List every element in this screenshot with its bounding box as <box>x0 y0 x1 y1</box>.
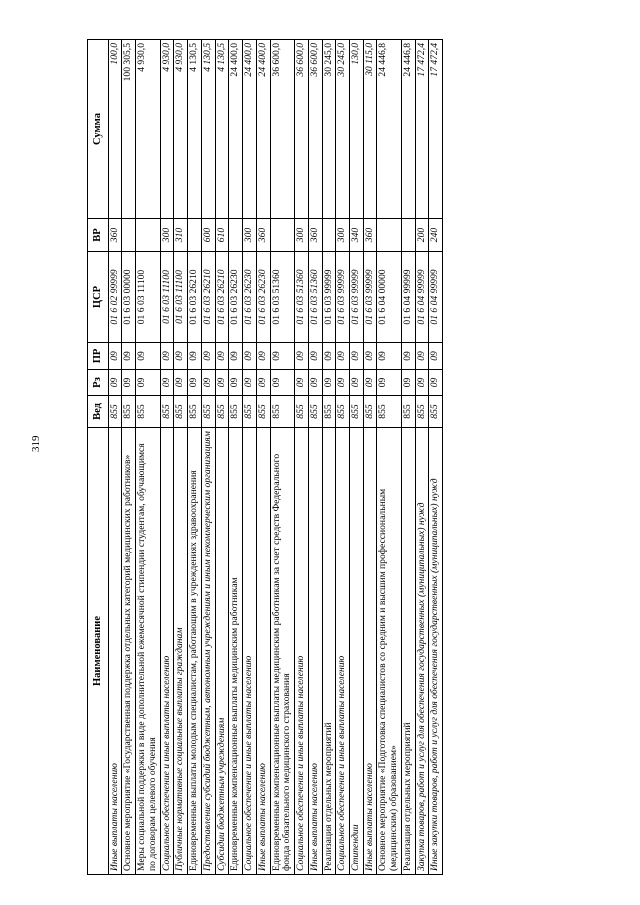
cell-rz: 09 <box>363 370 377 396</box>
cell-ved: 855 <box>188 396 202 428</box>
cell-rz: 09 <box>243 370 257 396</box>
cell-vr <box>136 219 160 252</box>
cell-sum: 130,0 <box>349 40 363 219</box>
cell-csr: 01 6 03 51360 <box>295 252 309 343</box>
header-csr: ЦСР <box>88 252 109 343</box>
cell-csr: 01 6 03 99999 <box>363 252 377 343</box>
cell-rz: 09 <box>188 370 202 396</box>
cell-vr <box>122 219 136 252</box>
cell-pr: 09 <box>308 343 322 370</box>
cell-name: Субсидии бюджетным учреждениям <box>215 428 229 875</box>
cell-ved: 855 <box>108 396 122 428</box>
cell-pr: 09 <box>270 343 294 370</box>
cell-name: Иные выплаты населению <box>308 428 322 875</box>
cell-csr: 01 6 03 99999 <box>349 252 363 343</box>
cell-ved: 855 <box>401 396 415 428</box>
cell-pr: 09 <box>256 343 270 370</box>
cell-rz: 09 <box>174 370 188 396</box>
cell-rz: 09 <box>229 370 243 396</box>
cell-vr: 340 <box>349 219 363 252</box>
cell-name: Предоставление субсидий бюджетным, автономным учреждениям и иным некоммерческим организациям <box>201 428 215 875</box>
cell-vr: 300 <box>295 219 309 252</box>
cell-name: Основное мероприятие «Государственная поддержка отдельных категорий медицинских работников» <box>122 428 136 875</box>
cell-rz: 09 <box>136 370 160 396</box>
cell-csr: 01 6 03 99999 <box>336 252 350 343</box>
cell-csr: 01 6 03 26230 <box>256 252 270 343</box>
cell-rz: 09 <box>160 370 174 396</box>
header-vr: ВР <box>88 219 109 252</box>
table-row <box>160 40 174 875</box>
cell-name: Единовременные компенсационные выплаты медицинским работникам за счет средств Федерального фонда обязательного медицинского страхования <box>270 428 294 875</box>
cell-ved: 855 <box>256 396 270 428</box>
cell-csr: 01 6 03 26210 <box>215 252 229 343</box>
table-row <box>295 40 309 875</box>
cell-ved: 855 <box>270 396 294 428</box>
cell-ved: 855 <box>363 396 377 428</box>
cell-vr <box>322 219 336 252</box>
cell-csr: 01 6 04 99999 <box>415 252 429 343</box>
cell-csr: 01 6 03 26230 <box>243 252 257 343</box>
cell-pr: 09 <box>336 343 350 370</box>
cell-rz: 09 <box>429 370 443 396</box>
table-row <box>401 40 415 875</box>
cell-name: Публичные нормативные социальные выплаты гражданам <box>174 428 188 875</box>
cell-name: Меры социальной поддержки в виде дополнительной ежемесячной стипендии студентам, обучающимся по договорам целевого обучения <box>136 428 160 875</box>
cell-pr: 09 <box>160 343 174 370</box>
cell-rz: 09 <box>256 370 270 396</box>
cell-ved: 855 <box>160 396 174 428</box>
header-ved: Вед <box>88 396 109 428</box>
table-row <box>201 40 215 875</box>
table-row <box>188 40 202 875</box>
cell-sum: 17 472,4 <box>415 40 429 219</box>
cell-ved: 855 <box>349 396 363 428</box>
cell-csr: 01 6 03 26210 <box>201 252 215 343</box>
cell-csr: 01 6 04 00000 <box>377 252 401 343</box>
cell-name: Социальное обеспечение и иные выплаты населению <box>295 428 309 875</box>
cell-sum: 24 400,0 <box>229 40 243 219</box>
cell-ved: 855 <box>415 396 429 428</box>
table-row <box>322 40 336 875</box>
cell-name: Стипендии <box>349 428 363 875</box>
cell-rz: 09 <box>308 370 322 396</box>
cell-vr: 200 <box>415 219 429 252</box>
rotated-table-container <box>87 40 555 875</box>
cell-name: Основное мероприятие «Подготовка специалистов со средним и высшим профессиональным (медицинским) образованием» <box>377 428 401 875</box>
table-row <box>256 40 270 875</box>
cell-pr: 09 <box>401 343 415 370</box>
table-row <box>415 40 429 875</box>
header-pr: ПР <box>88 343 109 370</box>
cell-csr: 01 6 03 99999 <box>322 252 336 343</box>
cell-pr: 09 <box>229 343 243 370</box>
page-number: 319 <box>30 435 42 452</box>
cell-sum: 36 600,0 <box>295 40 309 219</box>
cell-sum: 36 600,0 <box>308 40 322 219</box>
cell-vr <box>377 219 401 252</box>
cell-name: Единовременные выплаты молодым специалистам, работающим в учреждениях здравоохранения <box>188 428 202 875</box>
cell-vr: 240 <box>429 219 443 252</box>
cell-rz: 09 <box>349 370 363 396</box>
cell-csr: 01 6 04 99999 <box>401 252 415 343</box>
cell-csr: 01 6 02 99999 <box>108 252 122 343</box>
cell-ved: 855 <box>429 396 443 428</box>
cell-csr: 01 6 03 11100 <box>160 252 174 343</box>
cell-rz: 09 <box>322 370 336 396</box>
cell-sum: 30 245,0 <box>322 40 336 219</box>
cell-vr: 360 <box>256 219 270 252</box>
cell-pr: 09 <box>136 343 160 370</box>
cell-ved: 855 <box>308 396 322 428</box>
cell-name: Иные закупки товаров, работ и услуг для обеспечения государственных (муниципальных) нужд <box>429 428 443 875</box>
cell-rz: 09 <box>377 370 401 396</box>
cell-vr: 300 <box>160 219 174 252</box>
cell-pr: 09 <box>174 343 188 370</box>
cell-name: Реализация отдельных мероприятий <box>401 428 415 875</box>
cell-rz: 09 <box>108 370 122 396</box>
cell-ved: 855 <box>322 396 336 428</box>
cell-csr: 01 6 03 11100 <box>174 252 188 343</box>
cell-sum: 4 930,0 <box>160 40 174 219</box>
cell-pr: 09 <box>377 343 401 370</box>
cell-vr: 610 <box>215 219 229 252</box>
cell-sum: 24 400,0 <box>243 40 257 219</box>
cell-csr: 01 6 03 00000 <box>122 252 136 343</box>
cell-rz: 09 <box>336 370 350 396</box>
budget-table <box>87 39 443 875</box>
cell-sum: 4 930,0 <box>174 40 188 219</box>
cell-name: Реализация отдельных мероприятий <box>322 428 336 875</box>
cell-sum: 4 130,5 <box>201 40 215 219</box>
cell-pr: 09 <box>215 343 229 370</box>
cell-sum: 17 472,4 <box>429 40 443 219</box>
cell-name: Иные выплаты населению <box>108 428 122 875</box>
cell-sum: 30 245,0 <box>336 40 350 219</box>
cell-ved: 855 <box>201 396 215 428</box>
cell-sum: 30 115,0 <box>363 40 377 219</box>
table-row <box>122 40 136 875</box>
cell-name: Единовременные компенсационные выплаты медицинским работникам <box>229 428 243 875</box>
table-row <box>174 40 188 875</box>
cell-ved: 855 <box>295 396 309 428</box>
cell-pr: 09 <box>201 343 215 370</box>
cell-rz: 09 <box>401 370 415 396</box>
cell-name: Социальное обеспечение и иные выплаты населению <box>243 428 257 875</box>
cell-vr <box>270 219 294 252</box>
cell-csr: 01 6 03 51360 <box>308 252 322 343</box>
cell-vr: 360 <box>108 219 122 252</box>
table-row <box>429 40 443 875</box>
cell-pr: 09 <box>243 343 257 370</box>
cell-csr: 01 6 03 26210 <box>188 252 202 343</box>
cell-pr: 09 <box>188 343 202 370</box>
table-row <box>377 40 401 875</box>
cell-rz: 09 <box>295 370 309 396</box>
cell-vr <box>188 219 202 252</box>
cell-sum: 4 930,0 <box>136 40 160 219</box>
cell-pr: 09 <box>415 343 429 370</box>
table-header-row <box>88 40 109 875</box>
cell-ved: 855 <box>336 396 350 428</box>
cell-pr: 09 <box>295 343 309 370</box>
table-row <box>229 40 243 875</box>
cell-pr: 09 <box>349 343 363 370</box>
cell-sum: 24 400,0 <box>256 40 270 219</box>
cell-csr: 01 6 04 99999 <box>429 252 443 343</box>
cell-sum: 4 130,5 <box>215 40 229 219</box>
cell-name: Иные выплаты населению <box>363 428 377 875</box>
cell-ved: 855 <box>377 396 401 428</box>
cell-vr: 360 <box>363 219 377 252</box>
cell-rz: 09 <box>270 370 294 396</box>
cell-pr: 09 <box>322 343 336 370</box>
cell-vr: 600 <box>201 219 215 252</box>
table-row <box>308 40 322 875</box>
cell-ved: 855 <box>122 396 136 428</box>
cell-pr: 09 <box>108 343 122 370</box>
table-row <box>349 40 363 875</box>
cell-name: Закупка товаров, работ и услуг для обеспечения государственных (муниципальных) нужд <box>415 428 429 875</box>
cell-name: Социальное обеспечение и иные выплаты населению <box>160 428 174 875</box>
cell-sum: 100 305,5 <box>122 40 136 219</box>
cell-name: Социальное обеспечение и иные выплаты населению <box>336 428 350 875</box>
cell-csr: 01 6 03 11100 <box>136 252 160 343</box>
cell-name: Иные выплаты населению <box>256 428 270 875</box>
table-row <box>270 40 294 875</box>
cell-vr <box>229 219 243 252</box>
cell-sum: 24 446,8 <box>377 40 401 219</box>
cell-ved: 855 <box>215 396 229 428</box>
cell-vr: 300 <box>243 219 257 252</box>
table-row <box>215 40 229 875</box>
cell-pr: 09 <box>363 343 377 370</box>
cell-pr: 09 <box>429 343 443 370</box>
table-row <box>363 40 377 875</box>
cell-csr: 01 6 03 51360 <box>270 252 294 343</box>
header-rz: Рз <box>88 370 109 396</box>
header-name: Наименование <box>88 428 109 875</box>
cell-vr: 300 <box>336 219 350 252</box>
cell-sum: 36 600,0 <box>270 40 294 219</box>
cell-ved: 855 <box>136 396 160 428</box>
table-row <box>336 40 350 875</box>
header-sum: Сумма <box>88 40 109 219</box>
cell-ved: 855 <box>174 396 188 428</box>
cell-sum: 4 130,5 <box>188 40 202 219</box>
cell-ved: 855 <box>243 396 257 428</box>
cell-ved: 855 <box>229 396 243 428</box>
cell-rz: 09 <box>415 370 429 396</box>
cell-csr: 01 6 03 26230 <box>229 252 243 343</box>
cell-vr <box>401 219 415 252</box>
cell-vr: 310 <box>174 219 188 252</box>
table-row <box>136 40 160 875</box>
table-row <box>243 40 257 875</box>
cell-rz: 09 <box>122 370 136 396</box>
table-row <box>108 40 122 875</box>
cell-pr: 09 <box>122 343 136 370</box>
cell-rz: 09 <box>201 370 215 396</box>
cell-sum: 100,0 <box>108 40 122 219</box>
cell-vr: 360 <box>308 219 322 252</box>
cell-rz: 09 <box>215 370 229 396</box>
cell-sum: 24 446,8 <box>401 40 415 219</box>
